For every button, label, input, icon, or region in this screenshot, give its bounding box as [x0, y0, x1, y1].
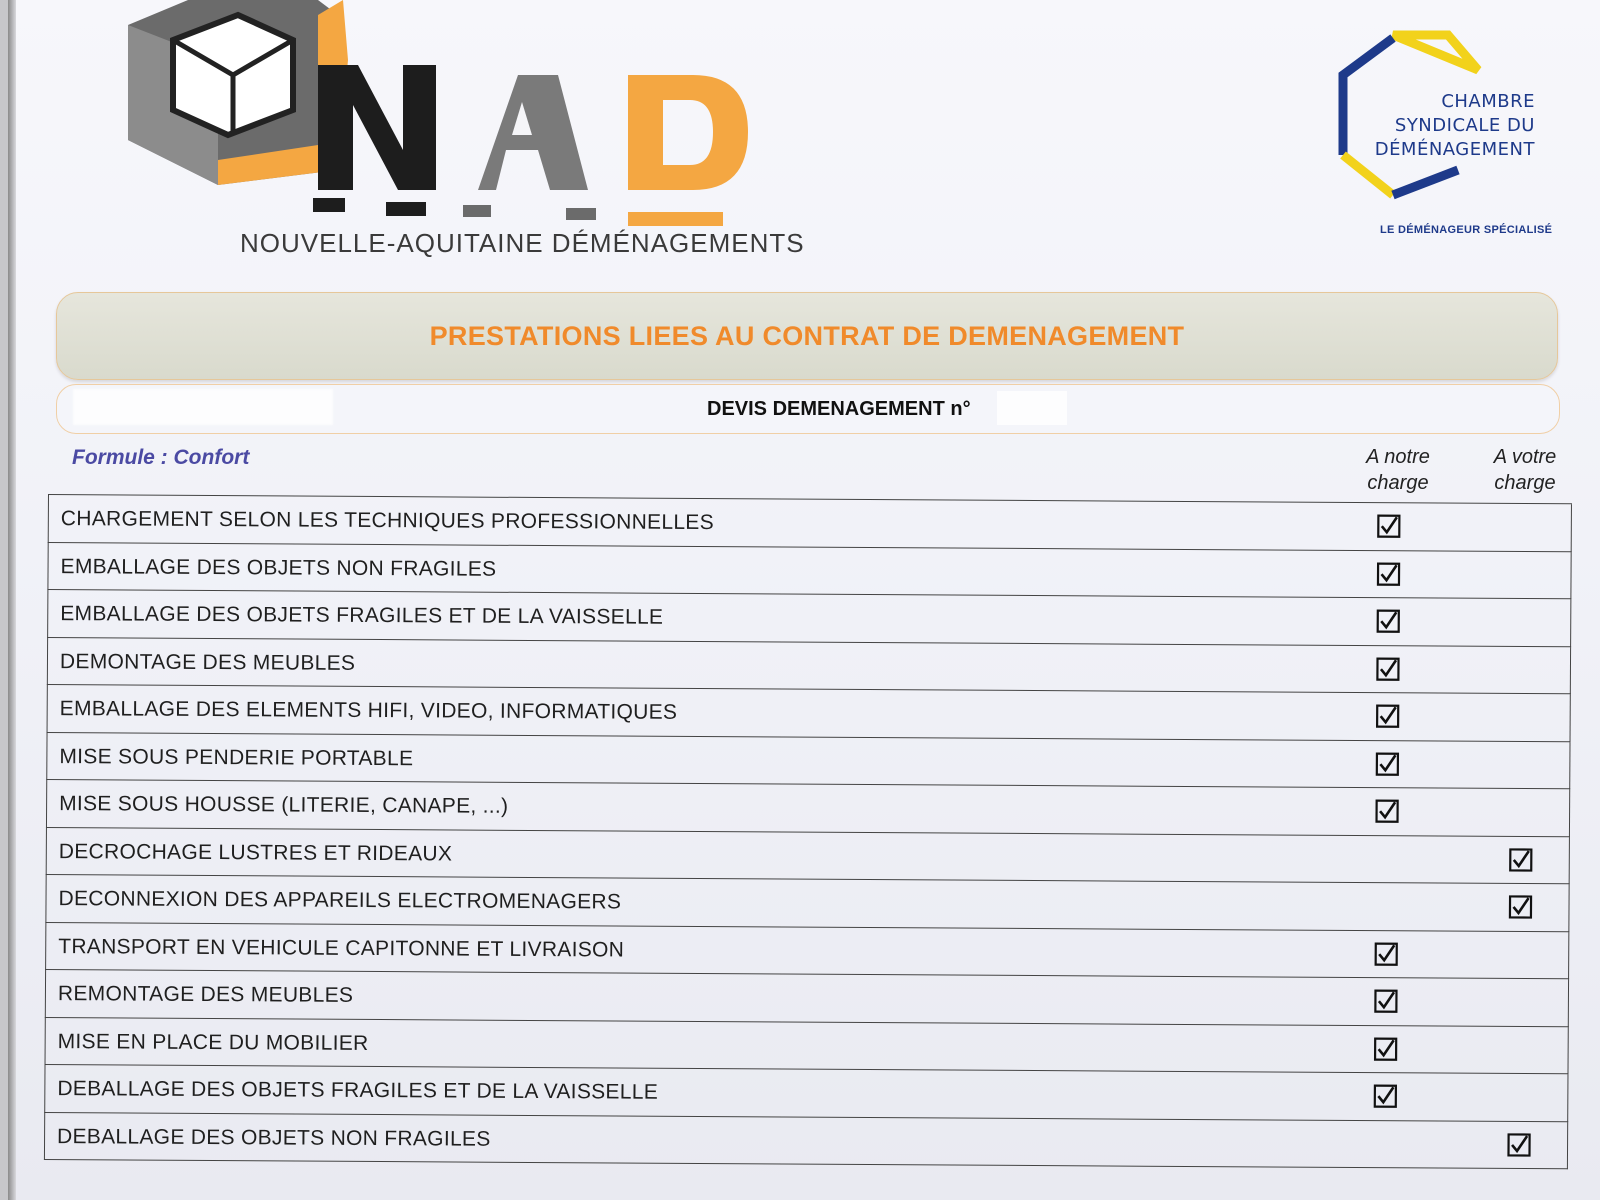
- service-label: CHARGEMENT SELON LES TECHNIQUES PROFESSIONNELLES: [60, 507, 715, 535]
- paper-edge: [8, 0, 16, 1200]
- checked-checkbox-icon: [1374, 989, 1398, 1013]
- service-label: MISE EN PLACE DU MOBILIER: [57, 1029, 369, 1055]
- csd-tagline: LE DÉMÉNAGEUR SPÉCIALISÉ: [1380, 224, 1553, 236]
- checked-checkbox-icon: [1375, 799, 1399, 823]
- table-row: [44, 1112, 1568, 1169]
- service-label: MISE SOUS PENDERIE PORTABLE: [59, 744, 414, 770]
- checked-checkbox-icon: [1374, 1037, 1398, 1061]
- devis-label: DEVIS DEMENAGEMENT n°: [707, 398, 971, 420]
- checked-checkbox-icon: [1508, 895, 1532, 919]
- checked-checkbox-icon: [1376, 562, 1400, 586]
- service-label: MISE SOUS HOUSSE (LITERIE, CANAPE, ...): [59, 792, 509, 818]
- checked-checkbox-icon: [1507, 1132, 1531, 1156]
- service-label: EMBALLAGE DES ELEMENTS HIFI, VIDEO, INFORMATIQUES: [59, 697, 678, 724]
- column-header-ours: A notre charge: [1366, 446, 1430, 494]
- csd-line-2: SYNDICALE DU: [1394, 115, 1535, 136]
- service-label: EMBALLAGE DES OBJETS NON FRAGILES: [60, 554, 497, 581]
- checked-checkbox-icon: [1376, 657, 1400, 681]
- checked-checkbox-icon: [1509, 847, 1533, 871]
- page-title: PRESTATIONS LIEES AU CONTRAT DE DEMENAGEMENT: [429, 321, 1185, 351]
- checked-checkbox-icon: [1373, 1084, 1397, 1108]
- devis-bar: [56, 384, 1560, 434]
- checked-checkbox-icon: [1377, 514, 1401, 538]
- service-label: DECROCHAGE LUSTRES ET RIDEAUX: [58, 839, 453, 865]
- company-name: NOUVELLE-AQUITAINE DÉMÉNAGEMENTS: [240, 228, 805, 258]
- column-header-yours: A votre charge: [1493, 446, 1557, 494]
- title-banner: [56, 292, 1558, 380]
- service-label: DECONNEXION DES APPAREILS ELECTROMENAGERS: [58, 887, 622, 914]
- document-page: [8, 0, 1600, 1200]
- service-label: DEBALLAGE DES OBJETS NON FRAGILES: [57, 1124, 491, 1151]
- service-label: DEMONTAGE DES MEUBLES: [59, 649, 356, 675]
- service-label: EMBALLAGE DES OBJETS FRAGILES ET DE LA VAISSELLE: [60, 602, 664, 629]
- checked-checkbox-icon: [1376, 704, 1400, 728]
- service-label: REMONTAGE DES MEUBLES: [57, 982, 354, 1007]
- csd-text: [1375, 90, 1535, 162]
- redacted-client-name: [73, 389, 333, 425]
- service-label: DEBALLAGE DES OBJETS FRAGILES ET DE LA VAISSELLE: [57, 1077, 659, 1104]
- formule-label: Formule : Confort: [72, 446, 250, 469]
- redacted-devis-number: [997, 391, 1067, 425]
- csd-line-3: DÉMÉNAGEMENT: [1374, 139, 1535, 160]
- checked-checkbox-icon: [1376, 609, 1400, 633]
- service-label: TRANSPORT EN VEHICULE CAPITONNE ET LIVRAISON: [58, 934, 625, 962]
- services-table: [44, 494, 1572, 1169]
- checked-checkbox-icon: [1374, 942, 1398, 966]
- csd-line-1: CHAMBRE: [1441, 91, 1535, 112]
- checked-checkbox-icon: [1375, 752, 1399, 776]
